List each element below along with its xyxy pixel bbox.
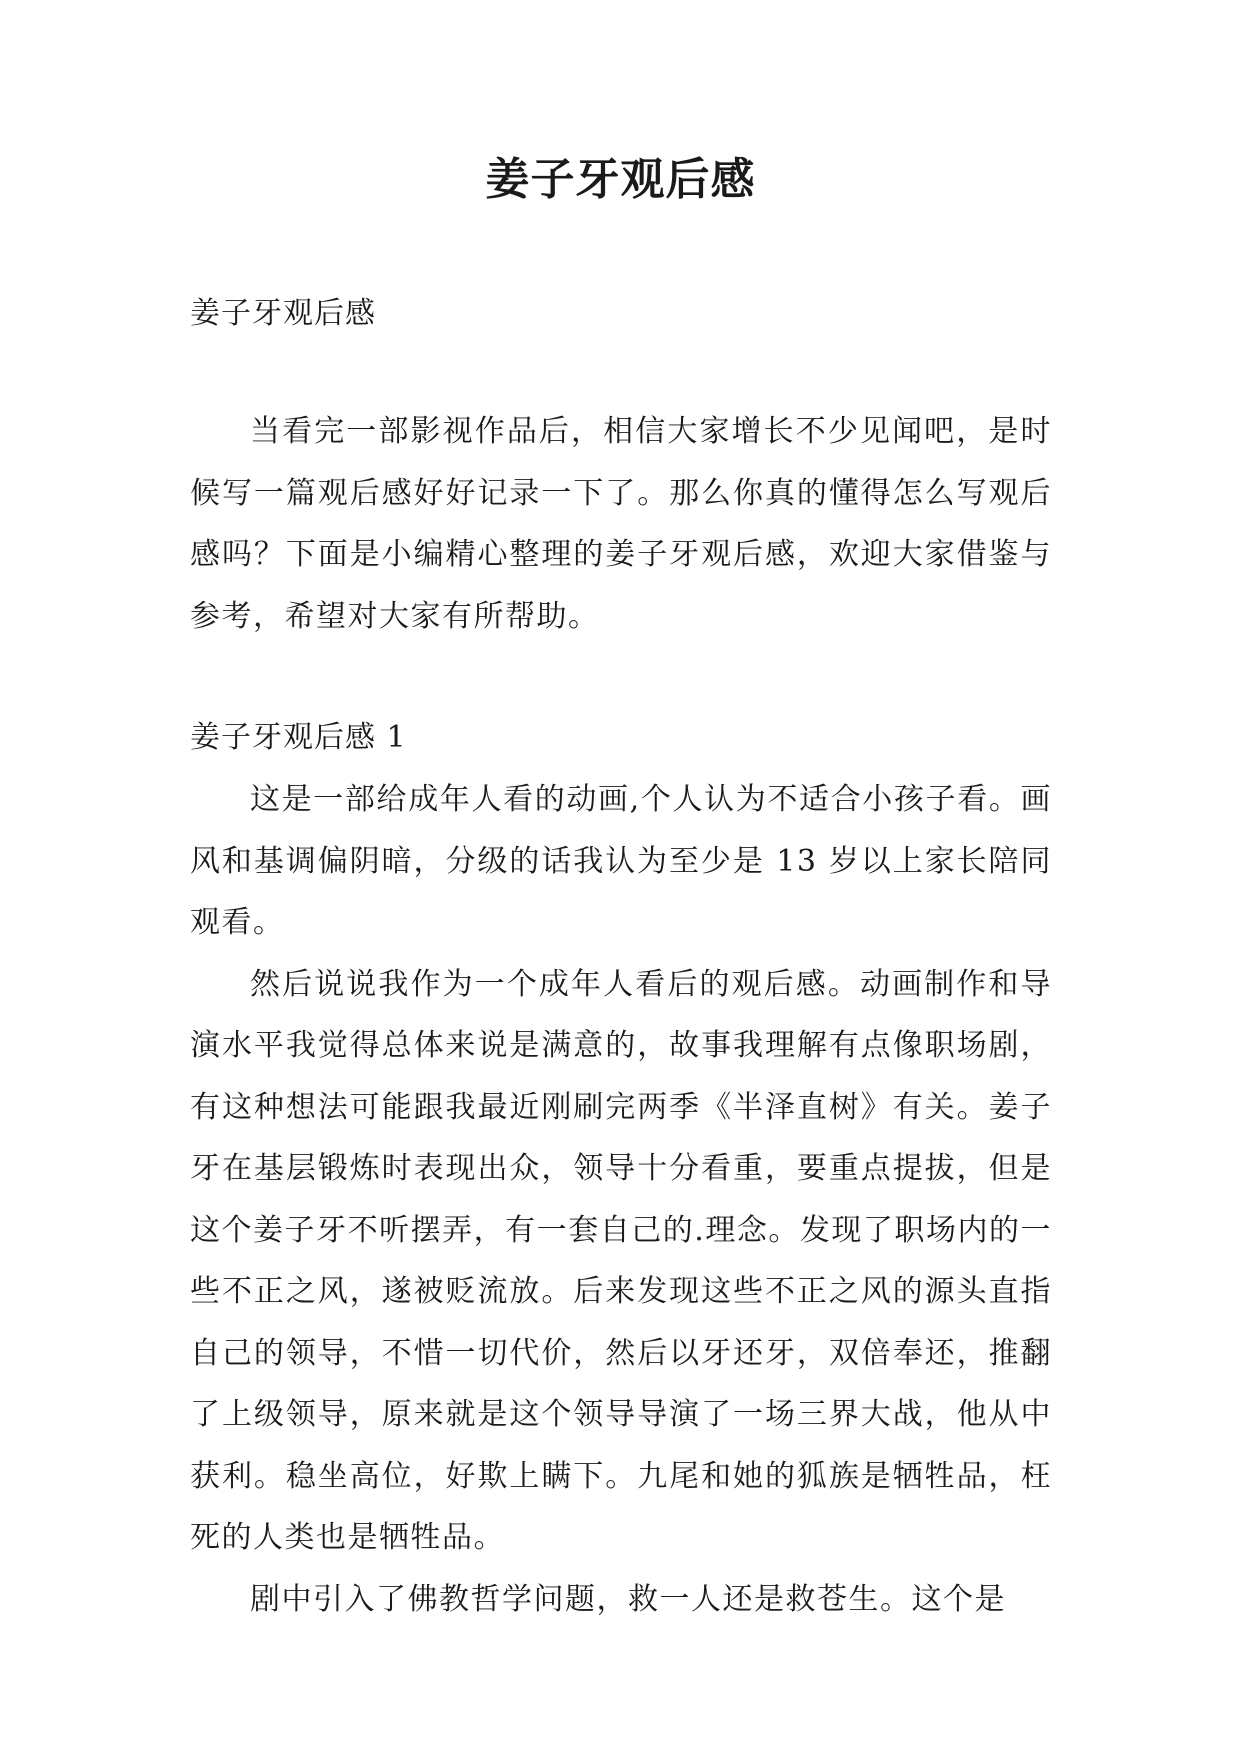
document-title: 姜子牙观后感 <box>485 154 756 205</box>
body-paragraph: 剧中引入了佛教哲学问题，救一人还是救苍生。这个是 <box>250 1581 1006 1617</box>
body-paragraph: 这是一部给成年人看的动画,个人认为不适合小孩子看。画风和基调偏阴暗，分级的话我认为至少是 13 岁以上家长陪同观看。 <box>190 782 1052 940</box>
article-subtitle: 姜子牙观后感 <box>190 296 376 331</box>
body-paragraph: 然后说说我作为一个成年人看后的观后感。动画制作和导演水平我觉得总体来说是满意的，故事我理解有点像职场剧，有这种想法可能跟我最近刚刷完两季《半泽直树》有关。姜子牙在基层锻炼时表现出众，领导十分看重，要重点提拔，但是这个姜子牙不听摆弄，有一套自己的.理念。发现了职场内的一些不正之风，遂被贬流放。后来发现这些不正之风的源头直指自己的领导，不惜一切代价，然后以牙还牙，双倍奉还，推翻了上级领导，原来就是这个领导导演了一场三界大战，他从中获利。稳坐高位，好欺上瞒下。九尾和她的狐族是牺牲品，枉死的人类也是牺牲品。 <box>190 966 1052 1555</box>
document-body <box>190 283 1052 1630</box>
spacer <box>190 345 1052 401</box>
spacer <box>190 647 1052 707</box>
section-heading: 姜子牙观后感 1 <box>190 720 407 755</box>
intro-paragraph: 当看完一部影视作品后，相信大家增长不少见闻吧，是时候写一篇观后感好好记录一下了。那么你真的懂得怎么写观后感吗？下面是小编精心整理的姜子牙观后感，欢迎大家借鉴与参考，希望对大家有所帮助。 <box>190 414 1052 634</box>
